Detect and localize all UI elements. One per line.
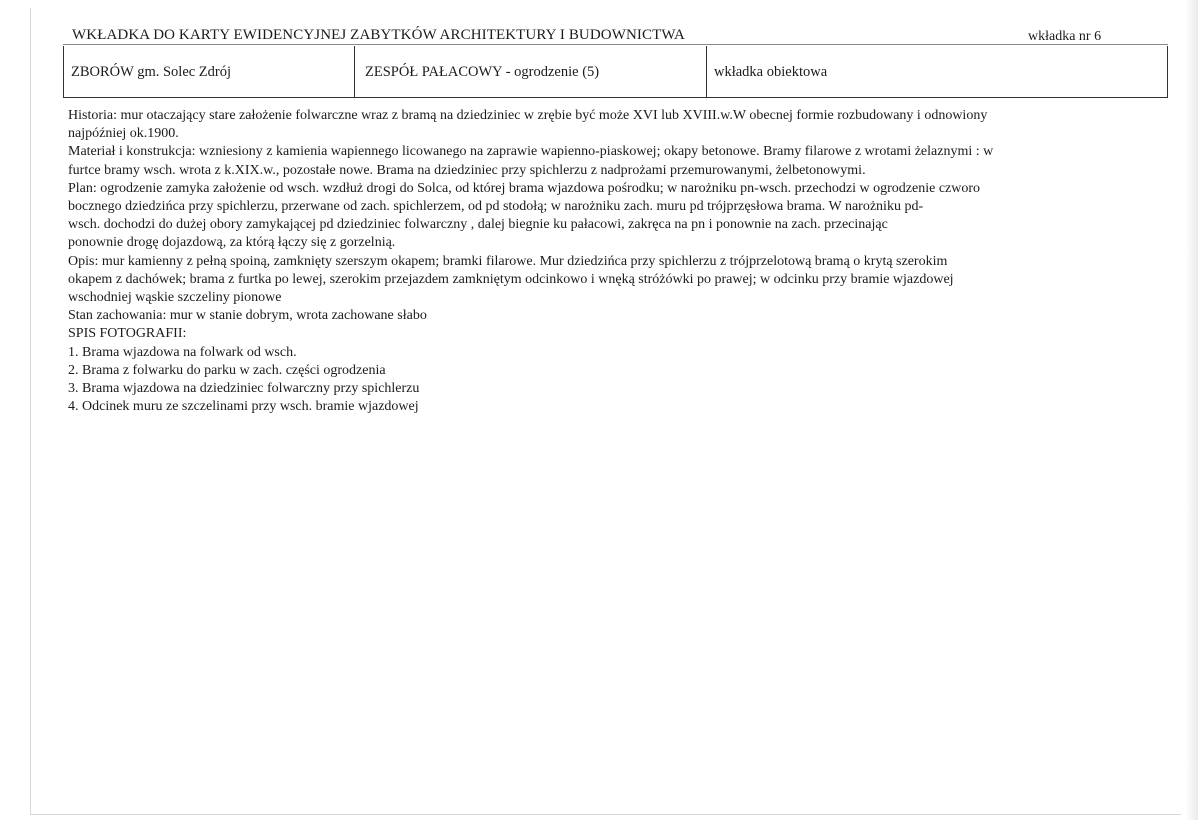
- plan-line: Plan: ogrodzenie zamyka założenie od wsch. wzdłuż drogi do Solca, od której brama wjazdowa pośrodku; w narożniku pn-wsch. przechodzi w ogrodzenie czworo: [68, 180, 981, 196]
- description-line: okapem z dachówek; brama z furtka po lewej, szerokim przejazdem zamkniętym odcinkowo i wnęką stróżówki po prawej; w odcinku przy bramie wjazdowej: [68, 271, 954, 287]
- photo-list-item: 4. Odcinek muru ze szczelinami przy wsch. bramie wjazdowej: [68, 399, 419, 415]
- identification-table: [63, 46, 1168, 98]
- material-line: Materiał i konstrukcja: wzniesiony z kamienia wapiennego licowanego na zaprawie wapienno-piaskowej; okapy betonowe. Bramy filarowe z wrotami żelaznymi : w: [68, 144, 994, 160]
- photo-list-heading: SPIS FOTOGRAFII:: [68, 326, 187, 342]
- header-rule: [63, 44, 1168, 45]
- location-cell: ZBORÓW gm. Solec Zdrój: [71, 64, 232, 80]
- photo-list-item: 3. Brama wjazdowa na dziedziniec folwarczny przy spichlerzu: [68, 381, 420, 397]
- plan-line: ponownie drogę dojazdową, za którą łączy się z gorzelnią.: [68, 235, 396, 251]
- insert-number: wkładka nr 6: [1028, 29, 1102, 44]
- material-line: furtce bramy wsch. wrota z k.XIX.w., pozostałe nowe. Brama na dziedziniec przy spichlerzu z nadprożami przemurowanymi, żelbetonowymi.: [68, 162, 866, 178]
- description-body: [68, 107, 1173, 416]
- form-title: WKŁADKA DO KARTY EWIDENCYJNEJ ZABYTKÓW ARCHITEKTURY I BUDOWNICTWA: [72, 27, 685, 43]
- condition-line: Stan zachowania: mur w stanie dobrym, wrota zachowane słabo: [68, 308, 427, 324]
- plan-line: wsch. dochodzi do dużej obory zamykającej pd dziedziniec folwarczny , dalej biegnie ku pałacowi, zakręca na pn i ponownie na zach. przecinając: [68, 217, 888, 233]
- history-line: Historia: mur otaczający stare założenie folwarczne wraz z bramą na dziedziniec w zrębie być może XVI lub XVIII.w.W obecnej formie rozbudowany i odnowiony: [68, 108, 988, 123]
- object-cell: ZESPÓŁ PAŁACOWY - ogrodzenie (5): [354, 46, 706, 97]
- photo-list-item: 2. Brama z folwarku do parku w zach. części ogrodzenia: [68, 362, 386, 378]
- scan-edge-shadow: [1186, 0, 1198, 820]
- description-line: Opis: mur kamienny z pełną spoiną, zamknięty szerszym okapem; bramki filarowe. Mur dziedzińca przy spichlerzu z trójprzelotową bramą o krytą szerokim: [68, 253, 948, 269]
- photo-list-item: 1. Brama wjazdowa na folwark od wsch.: [68, 344, 297, 360]
- insert-type-cell: wkładka obiektowa: [706, 46, 1006, 97]
- history-line: najpóźniej ok.1900.: [68, 126, 179, 142]
- photo-list: [68, 344, 1173, 417]
- description-line: wschodniej wąskie szczeliny pionowe: [68, 290, 282, 306]
- plan-line: bocznego dziedzińca przy spichlerzu, przerwane od zach. spichlerzem, od pd stodołą; w narożniku zach. muru pd trójprzęsłowa brama. W narożniku pd-: [68, 199, 924, 215]
